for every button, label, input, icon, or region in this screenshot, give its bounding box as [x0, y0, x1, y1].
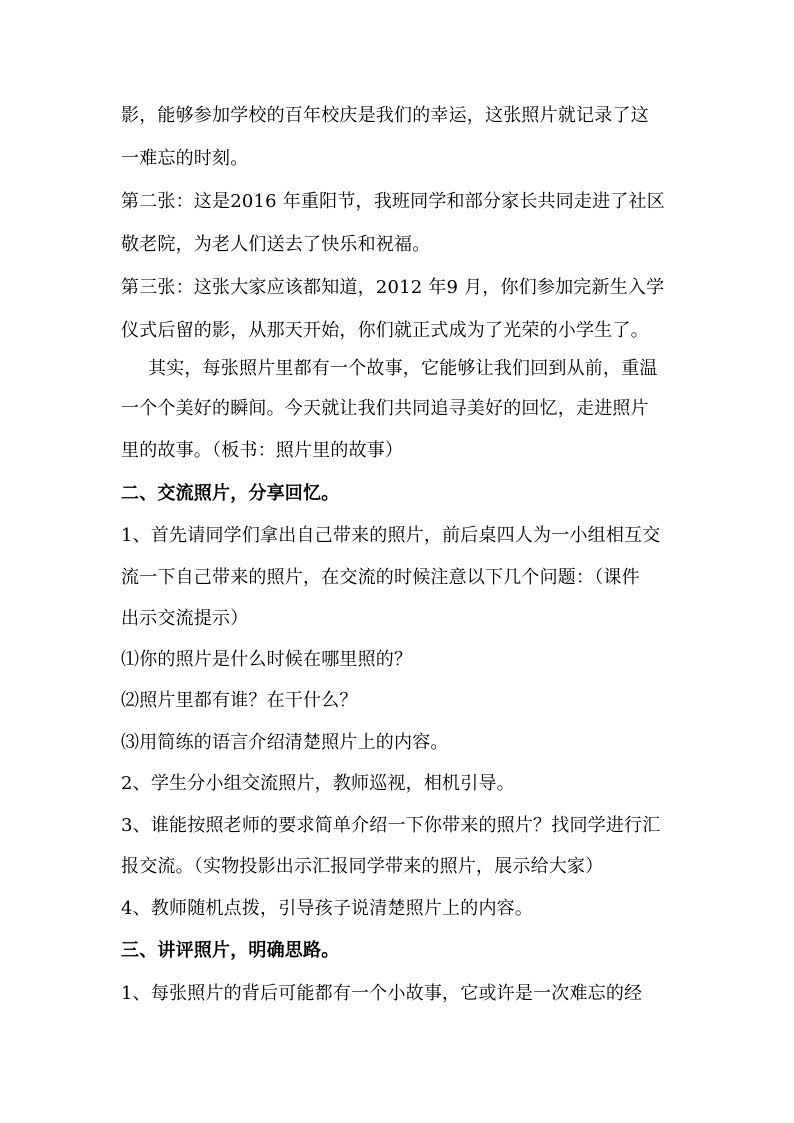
list-item: ⑵照片里都有谁？在干什么？	[121, 690, 358, 711]
text-line: 第三张：这张大家应该都知道，2012 年9 月，你们参加完新生入学	[121, 277, 665, 298]
text-line: 仪式后留的影，从那天开始，你们就正式成为了光荣的小学生了。	[121, 320, 649, 341]
text-line: 4、教师随机点拨，引导孩子说清楚照片上的内容。	[121, 898, 534, 919]
text-line: 2、学生分小组交流照片，教师巡视，相机引导。	[121, 773, 515, 794]
text-line: 敬老院，为老人们送去了快乐和祝福。	[121, 234, 431, 255]
list-item: ⑶用简练的语言介绍清楚照片上的内容。	[121, 732, 449, 753]
text-line: 1、首先请同学们拿出自己带来的照片，前后桌四人为一小组相互交	[121, 525, 661, 546]
text-line: 一难忘的时刻。	[121, 148, 249, 169]
section-heading: 三、讲评照片，明确思路。	[121, 940, 340, 961]
text-line: 3、谁能按照老师的要求简单介绍一下你带来的照片？找同学进行汇	[121, 815, 661, 836]
text-line: 里的故事。（板书：照片里的故事）	[121, 440, 404, 461]
text-line: 影，能够参加学校的百年校庆是我们的幸运，这张照片就记录了这	[121, 105, 649, 126]
list-item: ⑴你的照片是什么时候在哪里照的？	[121, 649, 413, 670]
text-line: 出示交流提示）	[121, 608, 249, 629]
text-line: 报交流。（实物投影出示汇报同学带来的照片，展示给大家）	[121, 856, 604, 877]
section-heading: 二、交流照片，分享回忆。	[121, 483, 340, 504]
text-line: 一个个美好的瞬间。今天就让我们共同追寻美好的回忆，走进照片	[121, 398, 649, 419]
text-line: 1、每张照片的背后可能都有一个小故事，它或许是一次难忘的经	[121, 983, 643, 1004]
text-line: 第二张：这是2016 年重阳节，我班同学和部分家长共同走进了社区	[121, 191, 665, 212]
paragraph-first-line: 其实，每张照片里都有一个故事，它能够让我们回到从前，重温	[148, 358, 658, 379]
text-line: 流一下自己带来的照片，在交流的时候注意以下几个问题：（课件	[121, 567, 640, 588]
